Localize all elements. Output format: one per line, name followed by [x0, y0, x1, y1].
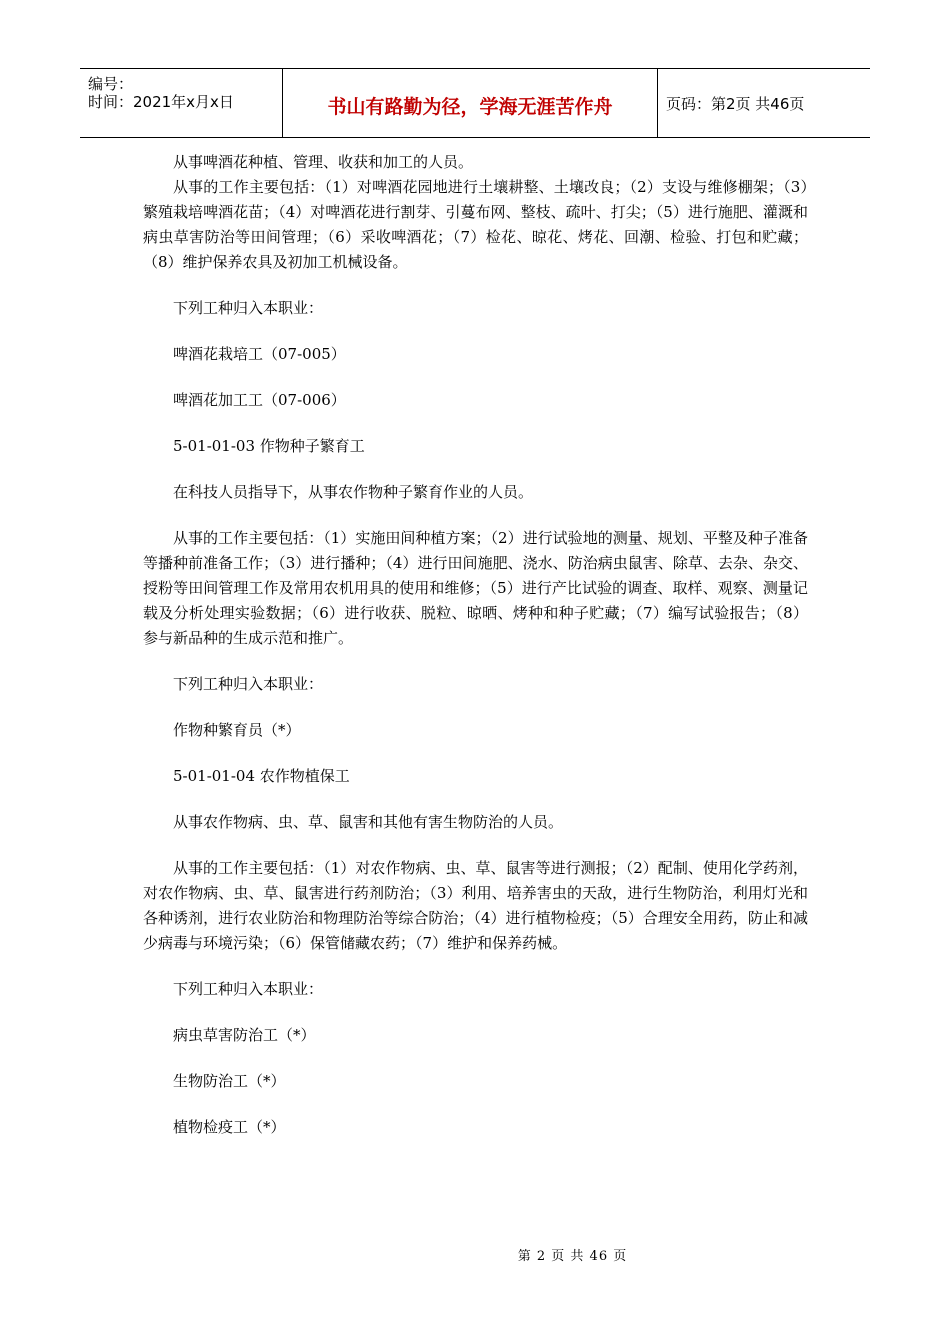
paragraph: 生物防治工（*） [173, 1072, 286, 1090]
paragraph: 啤酒花加工工（07-006） [173, 391, 346, 409]
paragraph: 从事啤酒花种植、管理、收获和加工的人员。 [173, 153, 474, 171]
paragraph: 下列工种归入本职业： [173, 980, 324, 998]
paragraph: 从事的工作主要包括：（1）实施田间种植方案；（2）进行试验地的测量、规划、平整及种子准备等播种前准备工作；（3）进行播种；（4）进行田间施肥、浇水、防治病虫鼠害、除草、去杂、杂交、授粉等田间管理工作及常用农机用具的使用和维修；（5）进行产比试验的调查、取样、观察、测量记载及分析处理实验数据；（6）进行收获、脱粒、晾晒、烤种和种子贮藏；（7）编写试验报告；（8）参与新品种的生成示范和推广。 [143, 529, 808, 647]
paragraph: 从事的工作主要包括：（1）对农作物病、虫、草、鼠害等进行测报；（2）配制、使用化学药剂，对农作物病、虫、草、鼠害进行药剂防治；（3）利用、培养害虫的天敌，进行生物防治，利用灯光和各种诱剂，进行农业防治和物理防治等综合防治；（4）进行植物检疫；（5）合理安全用药，防止和减少病毒与环境污染；（6）保管储藏农药；（7）维护和保养药械。 [143, 859, 808, 952]
paragraph: 植物检疫工（*） [173, 1118, 286, 1136]
header-motto-cell [283, 69, 658, 137]
doc-time-label: 时间：2021年x月x日 [88, 93, 234, 111]
paragraph: 下列工种归入本职业： [173, 299, 324, 317]
paragraph: 从事的工作主要包括：（1）对啤酒花园地进行土壤耕整、土壤改良；（2）支设与维修棚架；（3）繁殖栽培啤酒花苗；（4）对啤酒花进行割芽、引蔓布网、整枝、疏叶、打尖；（5）进行施肥、灌溉和病虫草害防治等田间管理；（6）采收啤酒花；（7）检花、晾花、烤花、回潮、检验、打包和贮藏；（8）维护保养农具及初加工机械设备。 [143, 178, 808, 271]
paragraph: 在科技人员指导下，从事农作物种子繁育作业的人员。 [173, 483, 534, 501]
header-meta-cell [80, 69, 283, 137]
section-heading: 5-01-01-04 农作物植保工 [173, 767, 350, 785]
header-page-info: 页码：第2页 共46页 [666, 95, 805, 113]
paragraph: 下列工种归入本职业： [173, 675, 324, 693]
page-footer: 第 2 页 共 46 页 [517, 1249, 628, 1264]
document-body [143, 150, 808, 1140]
page-header [80, 68, 870, 138]
paragraph: 啤酒花栽培工（07-005） [173, 345, 346, 363]
paragraph: 病虫草害防治工（*） [173, 1026, 316, 1044]
paragraph: 从事农作物病、虫、草、鼠害和其他有害生物防治的人员。 [173, 813, 564, 831]
header-page-cell [658, 69, 870, 137]
doc-number-label: 编号： [88, 75, 134, 93]
paragraph: 作物种繁育员（*） [173, 721, 301, 739]
section-heading: 5-01-01-03 作物种子繁育工 [173, 437, 365, 455]
header-motto: 书山有路勤为径，学海无涯苦作舟 [327, 96, 613, 118]
